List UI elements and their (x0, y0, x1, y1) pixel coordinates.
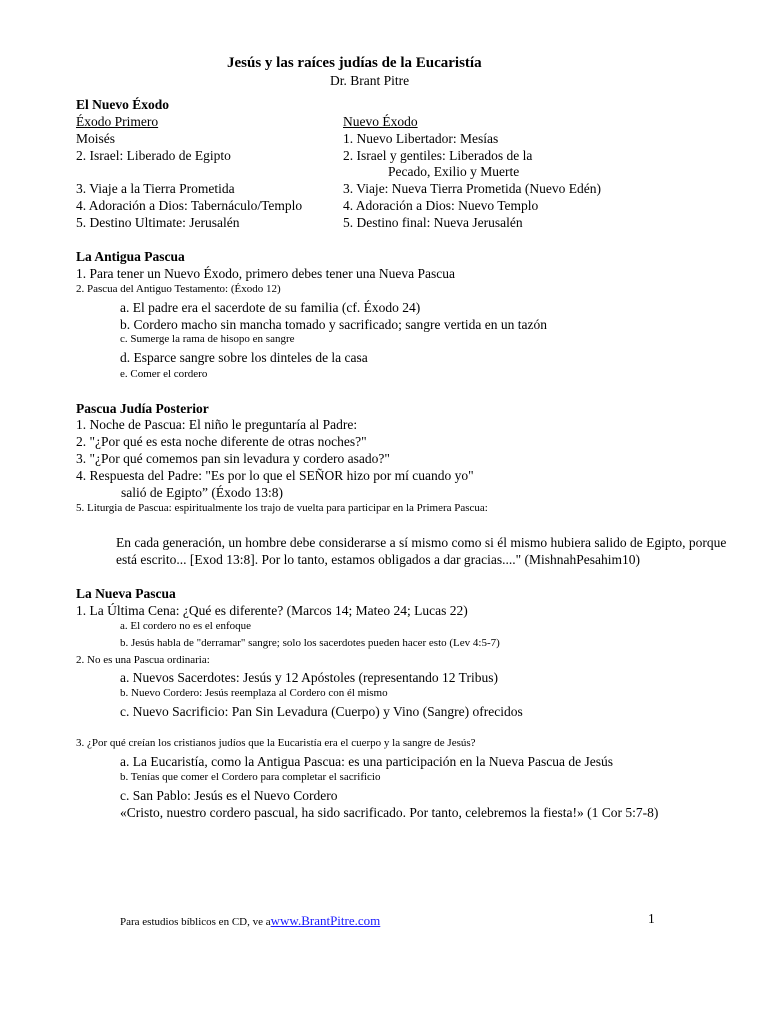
sub-list-item: c. Sumerge la rama de hisopo en sangre (120, 333, 295, 345)
scripture-quote: «Cristo, nuestro cordero pascual, ha sido sacrificado. Por tanto, celebremos la fiesta!» (1 Cor 5:7-8) (120, 805, 659, 820)
exodus-right-item: 4. Adoración a Dios: Nuevo Templo (343, 198, 539, 213)
sub-list-item: d. Esparce sangre sobre los dinteles de la casa (120, 350, 368, 365)
list-item: 5. Liturgia de Pascua: espiritualmente los trajo de vuelta para participar en la Primera Pascua: (76, 502, 488, 514)
exodus-left-item: 4. Adoración a Dios: Tabernáculo/Templo (76, 198, 303, 213)
website-link[interactable]: www.BrantPitre.com (270, 913, 381, 928)
block-quote: está escrito... [Exod 13:8]. Por lo tanto, estamos obligados a dar gracias...." (MishnahPesahim10) (116, 552, 641, 567)
sub-list-item: b. Jesús habla de "derramar" sangre; solo los sacerdotes pueden hacer esto (Lev 4:5-7) (120, 637, 500, 649)
sub-list-item: a. El padre era el sacerdote de su familia (cf. Éxodo 24) (120, 300, 421, 315)
footer-label: Para estudios bíblicos en CD, ve a (120, 916, 271, 928)
sub-list-item: b. Nuevo Cordero: Jesús reemplaza al Cordero con él mismo (120, 687, 388, 699)
exodus-right-item: 5. Destino final: Nueva Jerusalén (343, 215, 523, 230)
exodus-left-item: 2. Israel: Liberado de Egipto (76, 148, 231, 163)
sub-list-item: a. El cordero no es el enfoque (120, 620, 252, 632)
sub-list-item: c. Nuevo Sacrificio: Pan Sin Levadura (Cuerpo) y Vino (Sangre) ofrecidos (120, 704, 523, 719)
sub-list-item: a. Nuevos Sacerdotes: Jesús y 12 Apóstoles (representando 12 Tribus) (120, 670, 498, 685)
exodus-left-item: 3. Viaje a la Tierra Prometida (76, 181, 235, 196)
list-item: 1. La Última Cena: ¿Qué es diferente? (Marcos 14; Mateo 24; Lucas 22) (76, 603, 468, 618)
exodus-right-item: 2. Israel y gentiles: Liberados de la (343, 148, 533, 163)
footer-text (120, 914, 380, 928)
section-heading-exodus: El Nuevo Éxodo (76, 97, 170, 112)
list-item: 2. "¿Por qué es esta noche diferente de otras noches?" (76, 434, 367, 449)
page-number: 1 (648, 911, 655, 926)
section-heading-old-passover: La Antigua Pascua (76, 249, 185, 264)
sub-list-item: b. Cordero macho sin mancha tomado y sacrificado; sangre vertida en un tazón (120, 317, 547, 332)
section-heading-new-passover: La Nueva Pascua (76, 586, 176, 601)
exodus-left-item: 5. Destino Ultimate: Jerusalén (76, 215, 240, 230)
list-item: 3. ¿Por qué creían los cristianos judíos que la Eucaristía era el cuerpo y la sangre de Jesús? (76, 737, 476, 749)
list-item: 2. No es una Pascua ordinaria: (76, 654, 210, 666)
exodus-right-item: 3. Viaje: Nueva Tierra Prometida (Nuevo Edén) (343, 181, 602, 196)
exodus-right-item: Pecado, Exilio y Muerte (388, 164, 520, 179)
section-heading-later-passover: Pascua Judía Posterior (76, 401, 209, 416)
list-item: 1. Para tener un Nuevo Éxodo, primero debes tener una Nueva Pascua (76, 266, 455, 281)
exodus-right-item: 1. Nuevo Libertador: Mesías (343, 131, 499, 146)
list-item: 4. Respuesta del Padre: "Es por lo que el SEÑOR hizo por mí cuando yo" (76, 468, 474, 483)
sub-list-item: c. San Pablo: Jesús es el Nuevo Cordero (120, 788, 338, 803)
exodus-left-item: Moisés (76, 131, 116, 146)
page-title: Jesús y las raíces judías de la Eucaristía (227, 55, 482, 71)
column-header-first-exodus: Éxodo Primero (76, 114, 159, 129)
column-header-new-exodus: Nuevo Éxodo (343, 114, 418, 129)
list-item: 2. Pascua del Antiguo Testamento: (Éxodo 12) (76, 283, 281, 295)
list-item: 1. Noche de Pascua: El niño le preguntaría al Padre: (76, 417, 358, 432)
block-quote: En cada generación, un hombre debe considerarse a sí mismo como si él mismo hubiera salido de Egipto, porque (116, 535, 727, 550)
list-item-continuation: salió de Egipto” (Éxodo 13:8) (121, 485, 283, 500)
sub-list-item: a. La Eucaristía, como la Antigua Pascua: es una participación en la Nueva Pascua de Jesús (120, 754, 613, 769)
author: Dr. Brant Pitre (330, 73, 410, 88)
list-item: 3. "¿Por qué comemos pan sin levadura y cordero asado?" (76, 451, 390, 466)
sub-list-item: e. Comer el cordero (120, 368, 208, 380)
sub-list-item: b. Tenías que comer el Cordero para completar el sacrificio (120, 771, 381, 783)
